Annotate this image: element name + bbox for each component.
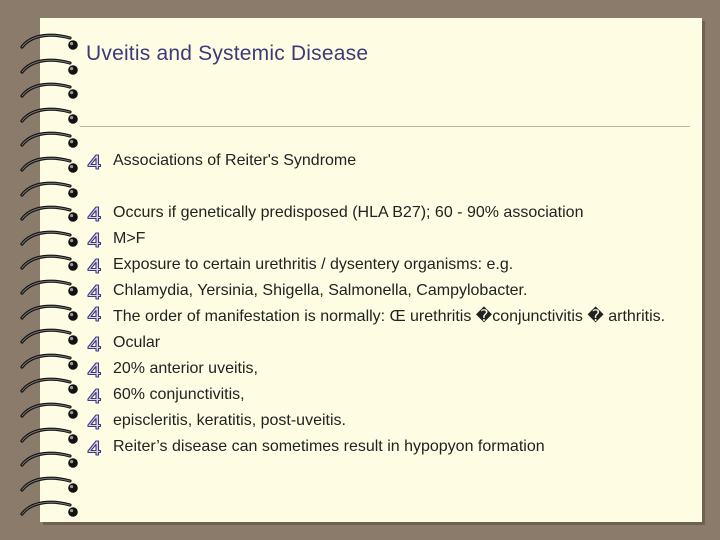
binding-ring <box>18 327 80 349</box>
binding-ring <box>18 499 80 521</box>
binding-ring <box>18 32 80 54</box>
bullet-item-ocular <box>86 330 696 356</box>
bullet-text: Reiter’s disease can sometimes result in hypopyon formation <box>113 438 545 455</box>
bullet-text: The order of manifestation is normally: Œ urethritis �conjunctivitis � arthritis. <box>113 308 666 325</box>
bullet-item-hypopyon <box>86 434 696 460</box>
binding-ring <box>18 106 80 128</box>
bullet-text: Chlamydia, Yersinia, Shigella, Salmonella, Campylobacter. <box>113 282 528 299</box>
title-divider <box>80 126 690 127</box>
binding-ring <box>18 204 80 226</box>
bullet-spacer <box>86 174 696 200</box>
numeral-four-bullet-icon <box>86 231 102 247</box>
numeral-four-bullet-icon <box>86 439 102 455</box>
bullet-item-associations <box>86 148 696 174</box>
binding-ring <box>18 303 80 325</box>
binding-ring <box>18 401 80 423</box>
bullet-item-exposure <box>86 252 696 278</box>
binding-ring <box>18 253 80 275</box>
binding-ring <box>18 426 80 448</box>
numeral-four-bullet-icon <box>86 153 102 169</box>
slide-title: Uveitis and Systemic Disease <box>86 42 369 65</box>
binding-ring <box>18 352 80 374</box>
bullet-item-episcleritis <box>86 408 696 434</box>
bullet-text: Ocular <box>113 334 161 351</box>
binding-ring <box>18 450 80 472</box>
bullet-list <box>86 148 696 460</box>
bullet-text: Exposure to certain urethritis / dysentery organisms: e.g. <box>113 256 514 273</box>
binding-ring <box>18 155 80 177</box>
numeral-four-bullet-icon <box>86 257 102 273</box>
numeral-four-bullet-icon <box>86 335 102 351</box>
numeral-four-bullet-icon <box>86 205 102 221</box>
binding-ring <box>18 130 80 152</box>
bullet-item-genetics <box>86 200 696 226</box>
numeral-four-bullet-icon <box>86 387 102 403</box>
bullet-text: Occurs if genetically predisposed (HLA B27); 60 - 90% association <box>113 204 584 221</box>
bullet-item-organisms <box>86 278 696 304</box>
bullet-text: 60% conjunctivitis, <box>113 386 245 403</box>
numeral-four-bullet-icon <box>86 306 102 322</box>
binding-ring <box>18 81 80 103</box>
bullet-text: M>F <box>113 230 146 247</box>
bullet-text: episcleritis, keratitis, post-uveitis. <box>113 412 346 429</box>
bullet-item-order <box>86 304 696 330</box>
numeral-four-bullet-icon <box>86 413 102 429</box>
bullet-item-uveitis <box>86 356 696 382</box>
binding-ring <box>18 57 80 79</box>
binding-ring <box>18 229 80 251</box>
binding-ring <box>18 180 80 202</box>
binding-ring <box>18 278 80 300</box>
bullet-text: Associations of Reiter's Syndrome <box>113 152 357 169</box>
bullet-item-conjunctivitis <box>86 382 696 408</box>
bullet-item-sex-ratio <box>86 226 696 252</box>
binding-ring <box>18 475 80 497</box>
numeral-four-bullet-icon <box>86 283 102 299</box>
binding-ring <box>18 376 80 398</box>
bullet-text: 20% anterior uveitis, <box>113 360 258 377</box>
numeral-four-bullet-icon <box>86 361 102 377</box>
